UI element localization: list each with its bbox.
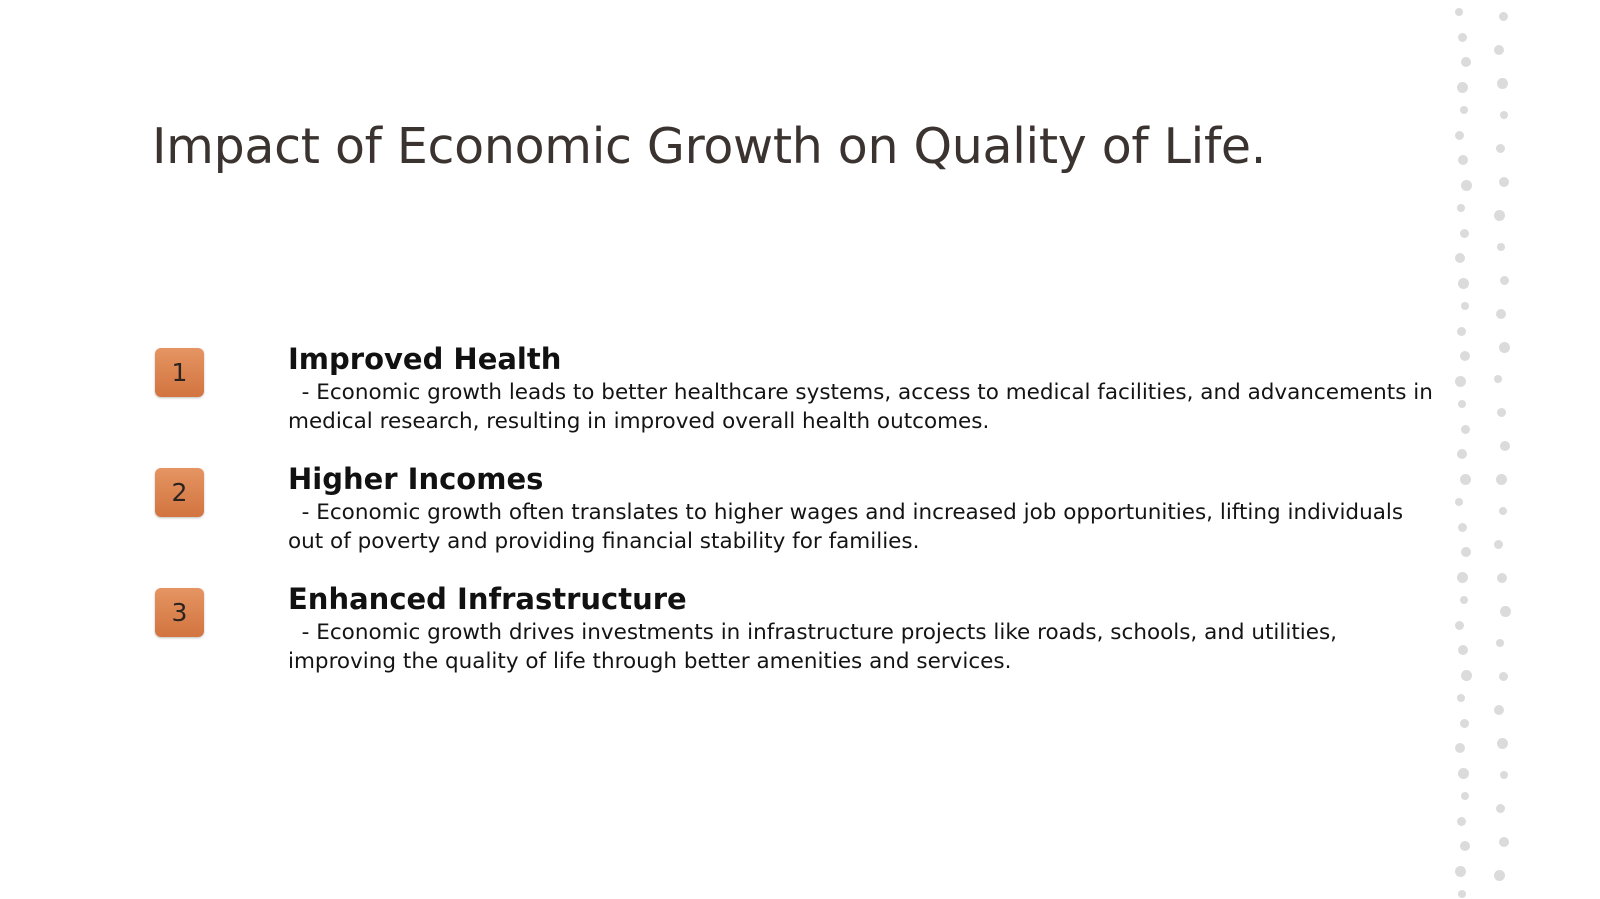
decorative-dot — [1496, 474, 1507, 485]
decorative-dot — [1457, 449, 1467, 459]
decorative-dot — [1500, 111, 1508, 119]
decorative-dot — [1458, 155, 1468, 165]
decorative-dot — [1455, 866, 1466, 877]
decorative-dot — [1494, 210, 1505, 221]
decorative-dot — [1455, 621, 1464, 630]
decorative-dot — [1496, 804, 1505, 813]
decorative-dot — [1458, 768, 1469, 779]
item-description: - Economic growth often translates to higher wages and increased job opportunities, lifting individuals out of poverty and providing financial stability for families. — [288, 500, 1410, 554]
decorative-dot-border — [1450, 0, 1550, 899]
decorative-dot — [1460, 106, 1468, 114]
decorative-dot — [1455, 743, 1465, 753]
decorative-dot — [1458, 523, 1467, 532]
decorative-dot — [1458, 890, 1466, 898]
decorative-dot — [1457, 327, 1466, 336]
decorative-dot — [1494, 375, 1502, 383]
slide-title: Impact of Economic Growth on Quality of Life. — [152, 118, 1267, 175]
decorative-dot — [1457, 572, 1468, 583]
decorative-dot — [1494, 45, 1504, 55]
item-description: - Economic growth leads to better healthcare systems, access to medical facilities, and advancements in medical research, resulting in improved overall health outcomes. — [288, 380, 1440, 434]
decorative-dot — [1461, 670, 1472, 681]
decorative-dot — [1458, 645, 1468, 655]
decorative-dot — [1460, 841, 1470, 851]
decorative-dot — [1460, 229, 1469, 238]
decorative-dot — [1494, 870, 1505, 881]
decorative-dot — [1497, 738, 1508, 749]
decorative-dot — [1457, 82, 1468, 93]
decorative-dot — [1500, 771, 1508, 779]
decorative-dot — [1455, 376, 1466, 387]
decorative-dot — [1499, 12, 1508, 21]
decorative-dot — [1457, 204, 1465, 212]
decorative-dot — [1496, 309, 1506, 319]
decorative-dot — [1460, 474, 1471, 485]
decorative-dot — [1458, 400, 1466, 408]
decorative-dot — [1460, 719, 1469, 728]
number-badge: 3 — [155, 588, 204, 637]
decorative-dot — [1497, 573, 1507, 583]
decorative-dot — [1499, 672, 1508, 681]
decorative-dot — [1461, 425, 1470, 434]
decorative-dot — [1460, 596, 1468, 604]
number-badge: 1 — [155, 348, 204, 397]
decorative-dot — [1455, 8, 1463, 16]
decorative-dot — [1499, 507, 1507, 515]
decorative-dot — [1497, 408, 1506, 417]
decorative-dot — [1461, 57, 1471, 67]
decorative-dot — [1455, 498, 1463, 506]
decorative-dot — [1496, 639, 1504, 647]
decorative-dot — [1458, 33, 1467, 42]
decorative-dot — [1461, 180, 1472, 191]
item-description: - Economic growth drives investments in infrastructure projects like roads, schools, and utilities, improving the quality of life through better amenities and services. — [288, 620, 1344, 674]
decorative-dot — [1461, 547, 1471, 557]
number-badge: 2 — [155, 468, 204, 517]
decorative-dot — [1499, 837, 1509, 847]
decorative-dot — [1500, 441, 1510, 451]
decorative-dot — [1500, 276, 1509, 285]
decorative-dot — [1455, 131, 1464, 140]
decorative-dot — [1461, 792, 1469, 800]
item-heading: Improved Health — [288, 342, 562, 376]
decorative-dot — [1461, 302, 1469, 310]
item-heading: Higher Incomes — [288, 462, 544, 496]
decorative-dot — [1494, 705, 1504, 715]
item-heading: Enhanced Infrastructure — [288, 582, 687, 616]
decorative-dot — [1458, 278, 1469, 289]
decorative-dot — [1499, 342, 1510, 353]
decorative-dot — [1457, 817, 1466, 826]
decorative-dot — [1500, 606, 1511, 617]
decorative-dot — [1496, 144, 1505, 153]
decorative-dot — [1460, 351, 1470, 361]
decorative-dot — [1494, 540, 1503, 549]
decorative-dot — [1499, 177, 1509, 187]
decorative-dot — [1497, 243, 1505, 251]
decorative-dot — [1455, 253, 1465, 263]
decorative-dot — [1457, 694, 1465, 702]
decorative-dot — [1497, 78, 1508, 89]
